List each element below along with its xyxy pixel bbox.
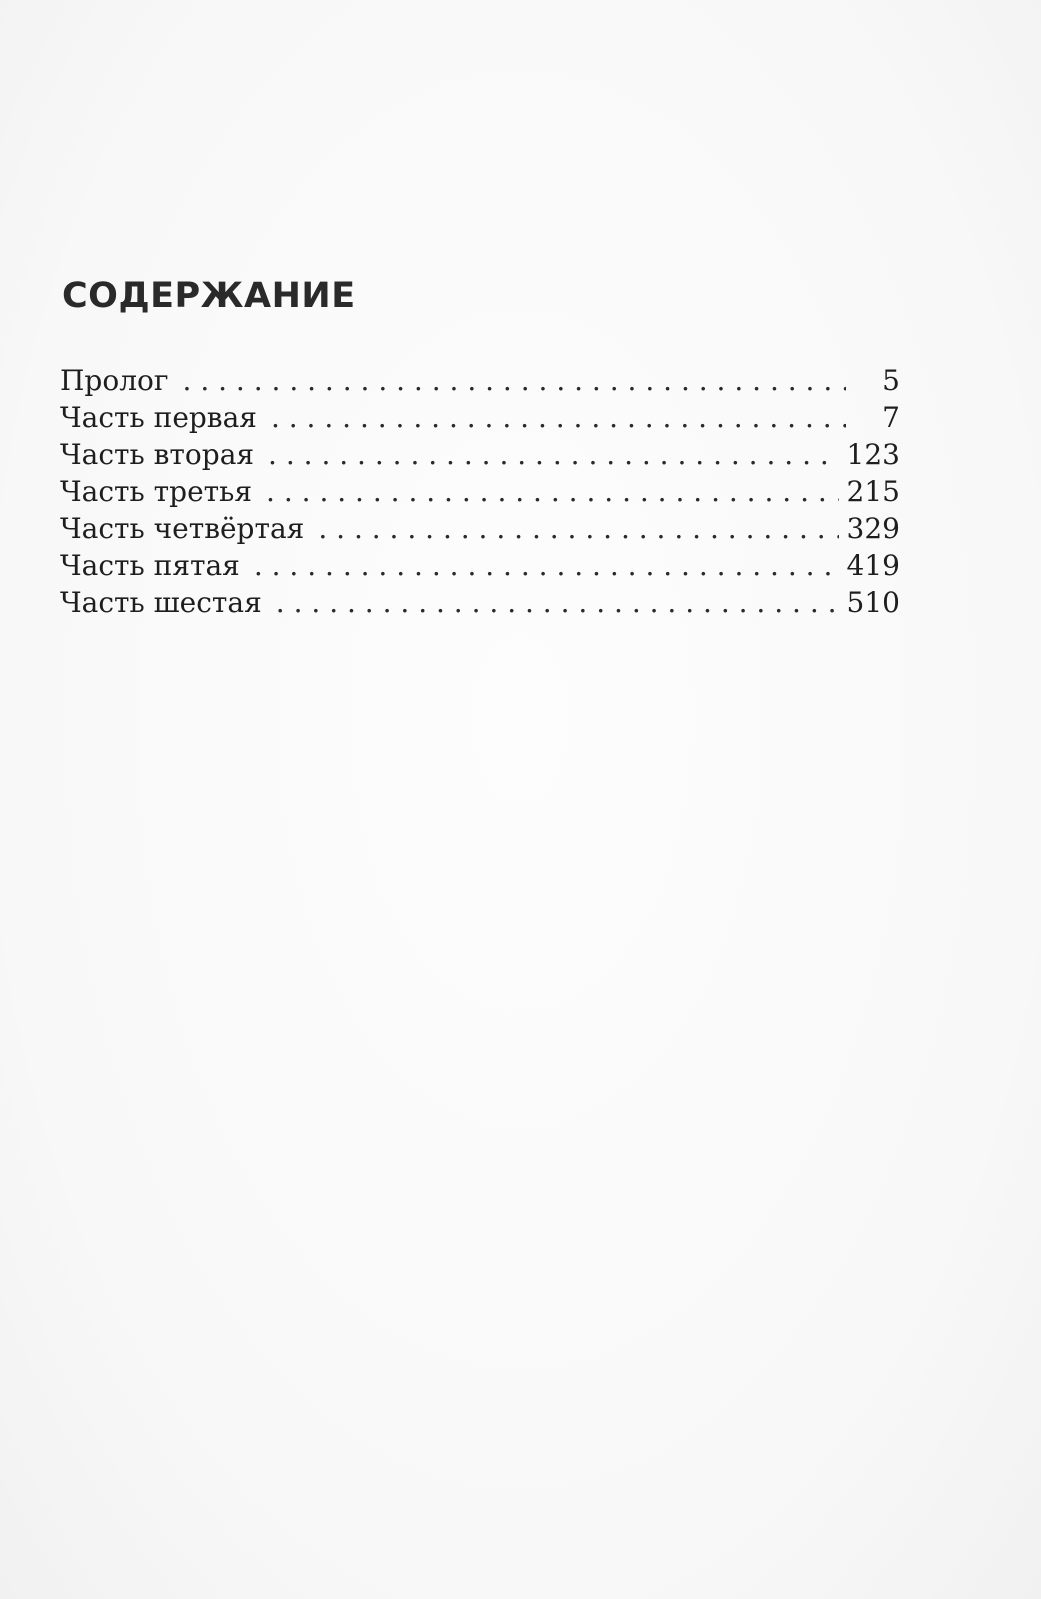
dot-leader bbox=[318, 510, 838, 547]
toc-entry-page: 123 bbox=[846, 438, 900, 471]
dot-leader bbox=[276, 584, 839, 621]
toc-entry-page: 510 bbox=[846, 586, 900, 619]
toc-entry-page: 7 bbox=[882, 401, 900, 434]
toc-entry-title: Часть шестая bbox=[60, 586, 262, 619]
toc-entry-title: Часть пятая bbox=[60, 549, 240, 582]
toc-entry-title: Часть четвёртая bbox=[60, 512, 305, 545]
dot-leader bbox=[271, 399, 846, 436]
toc-entry-prologue bbox=[60, 362, 900, 399]
toc-entry-page: 329 bbox=[846, 512, 900, 545]
dot-leader bbox=[266, 473, 839, 510]
dot-leader bbox=[254, 547, 839, 584]
toc-entry-title: Часть первая bbox=[60, 401, 257, 434]
toc-entry-part-2 bbox=[60, 436, 900, 473]
toc-entry-page: 5 bbox=[882, 364, 900, 397]
toc-entry-page: 215 bbox=[846, 475, 900, 508]
toc-heading: СОДЕРЖАНИЕ bbox=[62, 276, 356, 316]
toc-entry-part-1 bbox=[60, 399, 900, 436]
toc-entry-title: Пролог bbox=[60, 364, 169, 397]
toc-list bbox=[60, 362, 900, 621]
toc-entry-part-6 bbox=[60, 584, 900, 621]
dot-leader bbox=[268, 436, 839, 473]
toc-entry-title: Часть третья bbox=[60, 475, 253, 508]
toc-entry-part-5 bbox=[60, 547, 900, 584]
toc-entry-part-4 bbox=[60, 510, 900, 547]
dot-leader bbox=[183, 362, 846, 399]
toc-entry-title: Часть вторая bbox=[60, 438, 255, 471]
toc-entry-page: 419 bbox=[846, 549, 900, 582]
toc-entry-part-3 bbox=[60, 473, 900, 510]
